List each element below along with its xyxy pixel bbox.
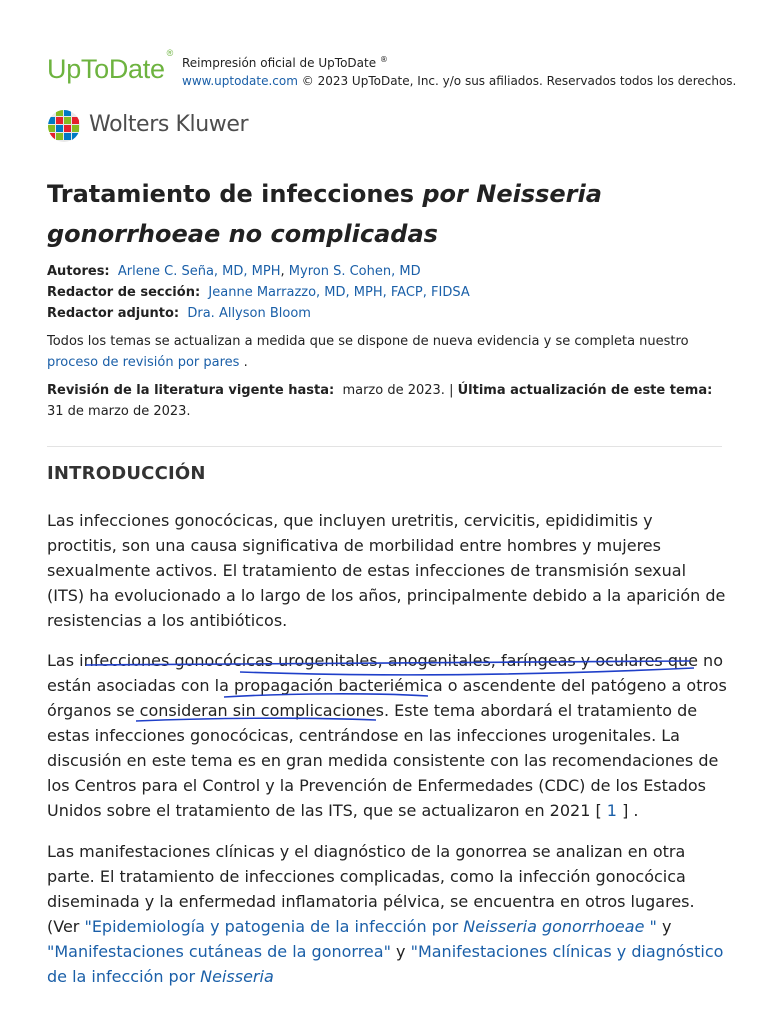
copyright-text: © 2023 UpToDate, Inc. y/o sus afiliados. Reservados todos los derechos.: [301, 74, 737, 88]
paragraph-2-text: Las infecciones gonocócicas urogenitales, anogenitales, faríngeas y oculares que no están asociadas con la propagación bacteriémica o ascendente del patógeno a otros órganos se consideran sin complicaciones. Este tema abordará el tratamiento de estas infecciones gonocócicas, centrándose en las infecciones urogenitales. La discusión en este tema es en gran medida consistente con las recomendaciones de los Centros para el Control y la Prevención de Enfermedades (CDC) de los Estados Unidos sobre el tratamiento de las ITS, que se actualizaron en 2021 [: [47, 651, 727, 820]
topic-link-epidemiologia[interactable]: [84, 917, 656, 936]
section-editor-label: Redactor de sección:: [47, 285, 201, 300]
section-divider: [47, 446, 722, 447]
deputy-editor-link[interactable]: Dra. Allyson Bloom: [187, 306, 311, 321]
review-dates: [47, 380, 727, 422]
title-plain: Tratamiento de infecciones: [47, 180, 423, 208]
update-note-text: Todos los temas se actualizan a medida que se dispone de nueva evidencia y se completa nuestro: [47, 334, 689, 349]
deputy-editor-label: Redactor adjunto:: [47, 306, 180, 321]
deputy-editor-row: [47, 303, 727, 324]
topic-link-epidemiologia-end: ": [644, 917, 657, 936]
article-title: [47, 174, 737, 254]
authors-row: [47, 261, 727, 282]
paragraph-3-text: Las manifestaciones clínicas y el diagnóstico de la gonorrea se analizan en otra parte. El tratamiento de infecciones complicadas, como la infección gonocócica diseminada y la enfermedad inflamatoria pélvica, se encuentra en otros lugares. (Ver: [47, 842, 695, 936]
author-link[interactable]: Myron S. Cohen, MD: [288, 264, 421, 279]
site-link[interactable]: www.uptodate.com: [182, 74, 298, 88]
topic-link-manifestaciones-clinicas-italic: Neisseria: [200, 967, 274, 986]
review-date: marzo de 2023.: [342, 383, 445, 398]
logo-text: UpToDate: [47, 54, 165, 84]
updated-date: 31 de marzo de 2023.: [47, 404, 191, 419]
topic-link-manifestaciones-cutaneas[interactable]: "Manifestaciones cutáneas de la gonorrea": [47, 942, 391, 961]
title-italic: por Neisseria gonorrhoeae no complicadas: [47, 180, 602, 248]
peer-review-after: .: [239, 355, 248, 370]
author-link[interactable]: Arlene C. Seña, MD, MPH: [117, 264, 281, 279]
intro-paragraph-3: [47, 839, 727, 989]
topic-link-epidemiologia-italic: Neisseria gonorrhoeae: [463, 917, 645, 936]
reprint-line: Reimpresión oficial de UpToDate: [182, 56, 377, 70]
section-heading-introduccion: INTRODUCCIÓN: [47, 463, 206, 484]
peer-review-link[interactable]: proceso de revisión por pares: [47, 355, 240, 370]
paragraph-2-end: ] .: [622, 801, 639, 820]
logo-registered-mark: ®: [166, 48, 174, 58]
uptodate-logo[interactable]: [47, 50, 173, 84]
wolters-kluwer-name: Wolters Kluwer: [89, 112, 249, 137]
topic-link-manifestaciones-clinicas-text: "Manifestaciones clínicas y diagnóstico de la infección por: [47, 942, 724, 986]
topic-link-epidemiologia-text: "Epidemiología y patogenia de la infección por: [84, 917, 464, 936]
reference-link-1[interactable]: 1: [601, 801, 623, 820]
header: [47, 50, 737, 90]
reprint-notice: [182, 51, 736, 90]
review-separator: |: [449, 383, 454, 398]
author-separator: ,: [280, 264, 285, 279]
intro-paragraph-1: Las infecciones gonocócicas, que incluyen uretritis, cervicitis, epididimitis y proctitis, son una causa significativa de morbilidad entre hombres y mujeres sexualmente activos. El tratamiento de estas infecciones de transmisión sexual (ITS) ha evolucionado a lo largo de los años, principalmente debido a la aparición de resistencias a los antibióticos.: [47, 511, 726, 630]
section-editor-row: [47, 282, 727, 303]
section-editor-link[interactable]: Jeanne Marrazzo, MD, MPH, FACP, FIDSA: [208, 285, 470, 300]
intro-paragraph-2: [47, 648, 727, 823]
connector-text: y: [656, 917, 672, 936]
wolters-kluwer-mark-icon: [47, 109, 81, 143]
update-note: [47, 331, 727, 373]
authors-label: Autores:: [47, 264, 110, 279]
updated-label: Última actualización de este tema:: [457, 383, 713, 398]
article-meta: [47, 261, 727, 324]
review-label: Revisión de la literatura vigente hasta:: [47, 383, 335, 398]
reprint-registered-mark: ®: [379, 55, 388, 64]
connector-text: y: [390, 942, 411, 961]
